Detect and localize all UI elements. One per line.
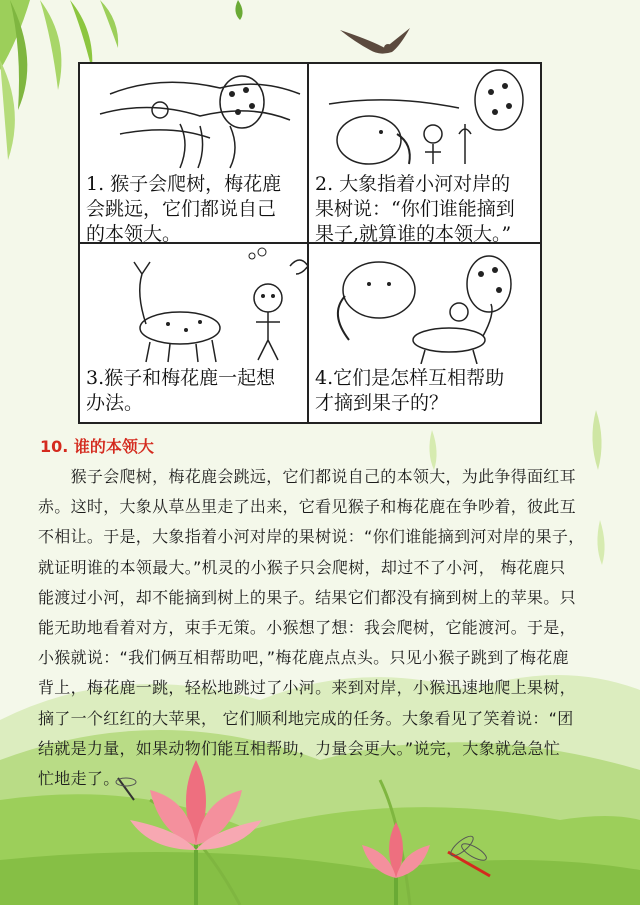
comic-panel-1 xyxy=(80,64,309,244)
story-line: 就证明谁的本领最大。”机灵的小猴子只会爬树，却过不了小河， 梅花鹿只 xyxy=(38,557,566,577)
monkey-and-deer-illustration xyxy=(80,64,309,174)
story-body xyxy=(38,462,612,794)
story-line: 猴子会爬树，梅花鹿会跳远，它们都说自己的本领大，为此争得面红耳 xyxy=(38,467,576,486)
story-title: 10. 谁的本领大 xyxy=(40,437,154,456)
story-line: 不相让。于是，大象指着小河对岸的果树说：“你们谁能摘到河对岸的果子， xyxy=(38,527,585,547)
caption-line: 的本领大。 xyxy=(86,223,182,244)
caption-line: 会跳远，它们都说自己 xyxy=(86,198,277,220)
caption-line: 办法。 xyxy=(86,392,144,414)
swallow-bird-icon xyxy=(340,28,410,54)
comic-panel-4 xyxy=(309,244,540,422)
story-line: 摘了一个红红的大苹果， 它们顺利地完成的任务。大象看见了笑着说：“团 xyxy=(38,708,574,728)
story-line: 赤。这时，大象从草丛里走了出来，它看见猴子和梅花鹿在争吵着，彼此互 xyxy=(38,497,576,517)
caption-line: 才摘到果子的？ xyxy=(315,392,449,414)
story-line: 能无助地看着对方，束手无策。小猴想了想：我会爬树，它能渡河。于是， xyxy=(38,618,576,638)
deer-and-monkey-thinking-illustration xyxy=(80,244,309,364)
comic-panel-3 xyxy=(80,244,309,422)
comic-panel-2 xyxy=(309,64,540,244)
story-line: 忙地走了。 xyxy=(38,769,120,789)
story-line: 小猴就说：“我们俩互相帮助吧，”梅花鹿点点头。只见小猴子跳到了梅花鹿 xyxy=(38,648,569,668)
caption-line: 2. 大象指着小河对岸的 xyxy=(315,173,511,195)
caption-line: 3.猴子和梅花鹿一起想 xyxy=(86,367,276,389)
story-line: 能渡过小河，却不能摘到树上的果子。结果它们都没有摘到树上的苹果。只 xyxy=(38,587,576,607)
caption-line: 4.它们是怎样互相帮助 xyxy=(315,367,505,389)
animals-helping-illustration xyxy=(309,244,540,364)
caption-line: 果子,就算谁的本领大。” xyxy=(315,223,512,244)
story-line: 结就是力量，如果动物们能互相帮助，力量会更大。”说完，大象就急急忙 xyxy=(38,738,561,758)
caption-line: 1. 猴子会爬树，梅花鹿 xyxy=(86,173,282,195)
story-line: 背上，梅花鹿一跳，轻松地跳过了小河。来到对岸，小猴迅速地爬上果树， xyxy=(38,678,576,698)
comic-strip xyxy=(78,62,542,424)
caption-line: 果树说：“你们谁能摘到 xyxy=(315,198,515,220)
elephant-monkey-deer-illustration xyxy=(309,64,540,174)
droplet-icon xyxy=(592,410,601,470)
